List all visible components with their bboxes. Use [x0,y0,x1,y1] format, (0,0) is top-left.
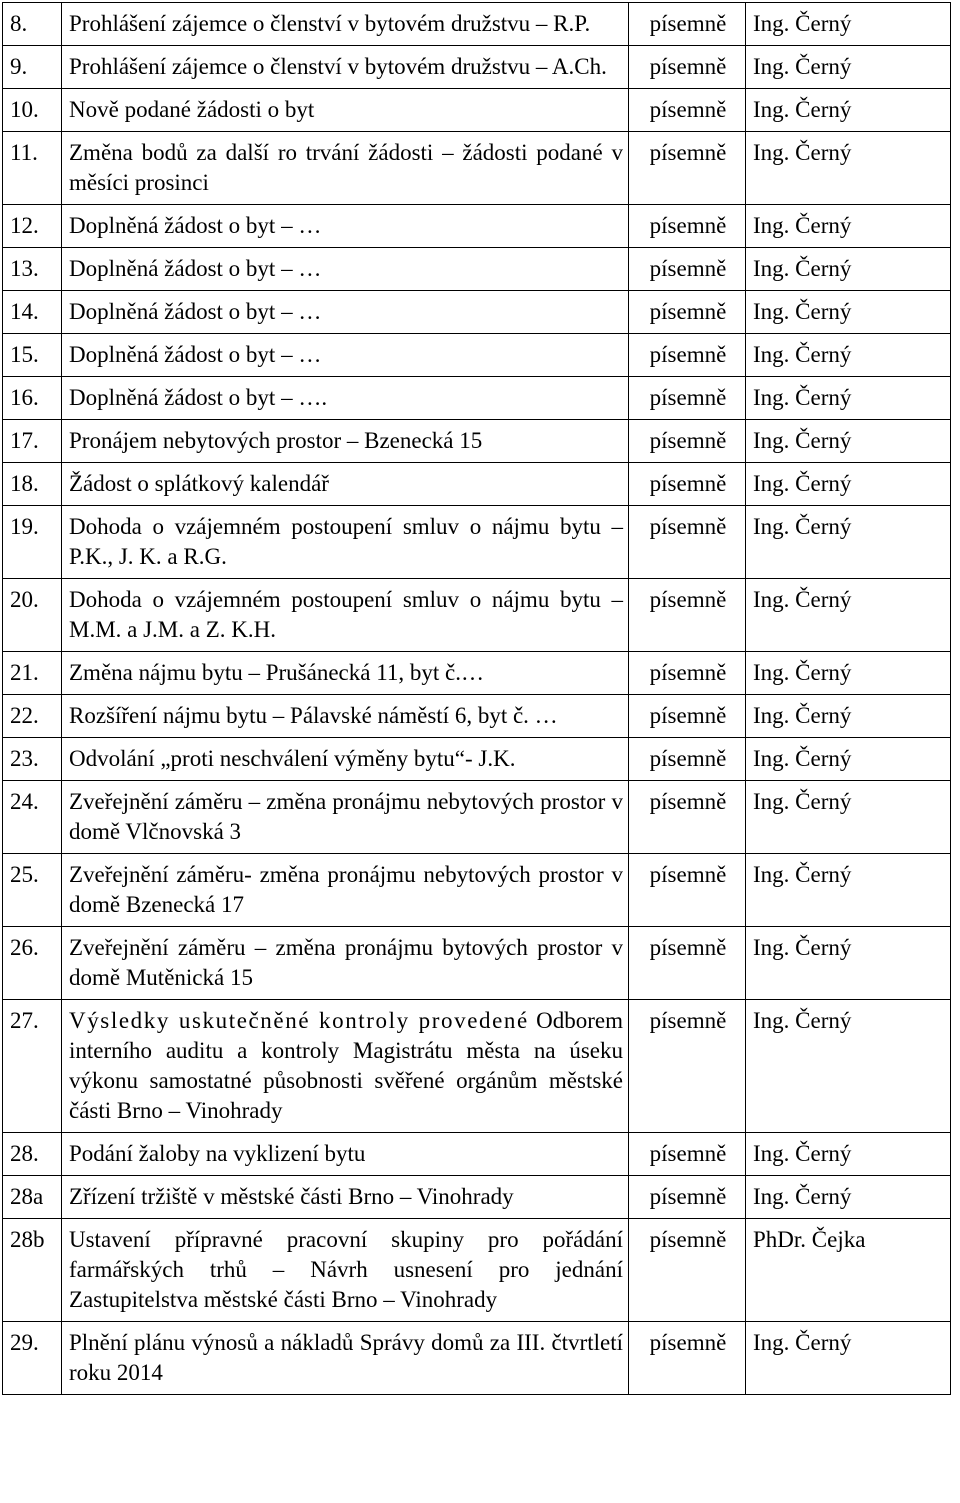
item-subject: Žádost o splátkový kalendář [62,463,629,506]
item-subject: Nově podané žádosti o byt [62,89,629,132]
item-presenter: Ing. Černý [746,248,951,291]
item-form: písemně [629,132,746,205]
item-subject: Změna bodů za další ro trvání žádosti – žádosti podané v měsíci prosinci [62,132,629,205]
table-row [3,291,951,334]
item-presenter: Ing. Černý [746,695,951,738]
item-presenter: Ing. Černý [746,420,951,463]
item-number: 12. [3,205,62,248]
item-number: 18. [3,463,62,506]
item-subject: Pronájem nebytových prostor – Bzenecká 15 [62,420,629,463]
item-number: 26. [3,927,62,1000]
item-number: 19. [3,506,62,579]
item-form: písemně [629,854,746,927]
item-number: 29. [3,1322,62,1395]
table-row [3,579,951,652]
item-presenter: Ing. Černý [746,463,951,506]
item-subject: Zveřejnění záměru- změna pronájmu nebytových prostor v domě Bzenecká 17 [62,854,629,927]
item-subject: Ustavení přípravné pracovní skupiny pro pořádání farmářských trhů – Návrh usnesení pro jednání Zastupitelstva městské části Brno – Vinohrady [62,1219,629,1322]
item-presenter: Ing. Černý [746,132,951,205]
item-subject: Zveřejnění záměru – změna pronájmu bytových prostor v domě Mutěnická 15 [62,927,629,1000]
item-number: 13. [3,248,62,291]
table-row [3,132,951,205]
table-row [3,248,951,291]
item-presenter: Ing. Černý [746,652,951,695]
table-row [3,781,951,854]
item-subject: Doplněná žádost o byt – …. [62,377,629,420]
item-subject [62,1000,629,1133]
table-row [3,927,951,1000]
item-number: 11. [3,132,62,205]
item-presenter: Ing. Černý [746,927,951,1000]
item-subject: Prohlášení zájemce o členství v bytovém družstvu – R.P. [62,3,629,46]
item-form: písemně [629,420,746,463]
item-form: písemně [629,3,746,46]
item-form: písemně [629,291,746,334]
item-subject: Doplněná žádost o byt – … [62,248,629,291]
item-subject: Doplněná žádost o byt – … [62,334,629,377]
item-presenter: Ing. Černý [746,579,951,652]
item-form: písemně [629,1322,746,1395]
item-subject: Rozšíření nájmu bytu – Pálavské náměstí 6, byt č. … [62,695,629,738]
item-number: 28a [3,1176,62,1219]
item-form: písemně [629,334,746,377]
item-number: 14. [3,291,62,334]
table-row [3,1322,951,1395]
item-subject: Doplněná žádost o byt – … [62,205,629,248]
item-form: písemně [629,248,746,291]
item-number: 28. [3,1133,62,1176]
table-row [3,1133,951,1176]
item-number: 10. [3,89,62,132]
item-number: 16. [3,377,62,420]
table-row [3,3,951,46]
item-presenter: Ing. Černý [746,3,951,46]
table-row [3,89,951,132]
table-row [3,420,951,463]
item-presenter: Ing. Černý [746,377,951,420]
table-row [3,652,951,695]
item-form: písemně [629,89,746,132]
table-row [3,1219,951,1322]
item-form: písemně [629,1176,746,1219]
item-subject: Změna nájmu bytu – Prušánecká 11, byt č.… [62,652,629,695]
item-subject: Doplněná žádost o byt – … [62,291,629,334]
item-form: písemně [629,463,746,506]
item-presenter: Ing. Černý [746,205,951,248]
item-presenter: Ing. Černý [746,1322,951,1395]
item-presenter: Ing. Černý [746,506,951,579]
item-form: písemně [629,1000,746,1133]
item-form: písemně [629,652,746,695]
item-number: 9. [3,46,62,89]
item-form: písemně [629,1133,746,1176]
item-form: písemně [629,377,746,420]
item-subject: Prohlášení zájemce o členství v bytovém družstvu – A.Ch. [62,46,629,89]
item-subject: Podání žaloby na vyklizení bytu [62,1133,629,1176]
item-form: písemně [629,205,746,248]
agenda-table-body [3,3,951,1395]
item-form: písemně [629,506,746,579]
item-form: písemně [629,738,746,781]
item-form: písemně [629,927,746,1000]
item-number: 27. [3,1000,62,1133]
table-row [3,205,951,248]
item-subject: Odvolání „proti neschválení výměny bytu“- J.K. [62,738,629,781]
table-row [3,738,951,781]
item-number: 23. [3,738,62,781]
item-presenter: Ing. Černý [746,89,951,132]
item-form: písemně [629,781,746,854]
item-presenter: Ing. Černý [746,738,951,781]
table-row [3,506,951,579]
item-number: 28b [3,1219,62,1322]
table-row [3,377,951,420]
item-form: písemně [629,695,746,738]
table-row [3,695,951,738]
item-presenter: Ing. Černý [746,291,951,334]
item-subject: Zřízení tržiště v městské části Brno – Vinohrady [62,1176,629,1219]
item-presenter: Ing. Černý [746,334,951,377]
table-row [3,854,951,927]
item-subject-spaced-line: Výsledky uskutečněné kontroly provedené [69,1008,529,1033]
item-presenter: Ing. Černý [746,46,951,89]
item-form: písemně [629,579,746,652]
item-presenter: PhDr. Čejka [746,1219,951,1322]
item-subject: Dohoda o vzájemném postoupení smluv o nájmu bytu – M.M. a J.M. a Z. K.H. [62,579,629,652]
item-number: 20. [3,579,62,652]
item-form: písemně [629,1219,746,1322]
table-row [3,1176,951,1219]
item-number: 15. [3,334,62,377]
item-subject: Zveřejnění záměru – změna pronájmu nebytových prostor v domě Vlčnovská 3 [62,781,629,854]
item-number: 17. [3,420,62,463]
item-number: 22. [3,695,62,738]
item-number: 8. [3,3,62,46]
table-row [3,463,951,506]
item-subject: Dohoda o vzájemném postoupení smluv o nájmu bytu – P.K., J. K. a R.G. [62,506,629,579]
item-presenter: Ing. Černý [746,1133,951,1176]
item-subject-rest: Odborem interního auditu a kontroly Magistrátu města na úseku výkonu samostatné působnosti svěřené orgánům městské části Brno – Vinohrady [69,1008,623,1123]
item-presenter: Ing. Černý [746,854,951,927]
item-presenter: Ing. Černý [746,781,951,854]
item-number: 24. [3,781,62,854]
item-subject: Plnění plánu výnosů a nákladů Správy domů za III. čtvrtletí roku 2014 [62,1322,629,1395]
item-number: 25. [3,854,62,927]
table-row [3,334,951,377]
item-presenter: Ing. Černý [746,1000,951,1133]
agenda-table [2,2,951,1395]
table-row [3,46,951,89]
item-form: písemně [629,46,746,89]
item-number: 21. [3,652,62,695]
table-row [3,1000,951,1133]
item-presenter: Ing. Černý [746,1176,951,1219]
